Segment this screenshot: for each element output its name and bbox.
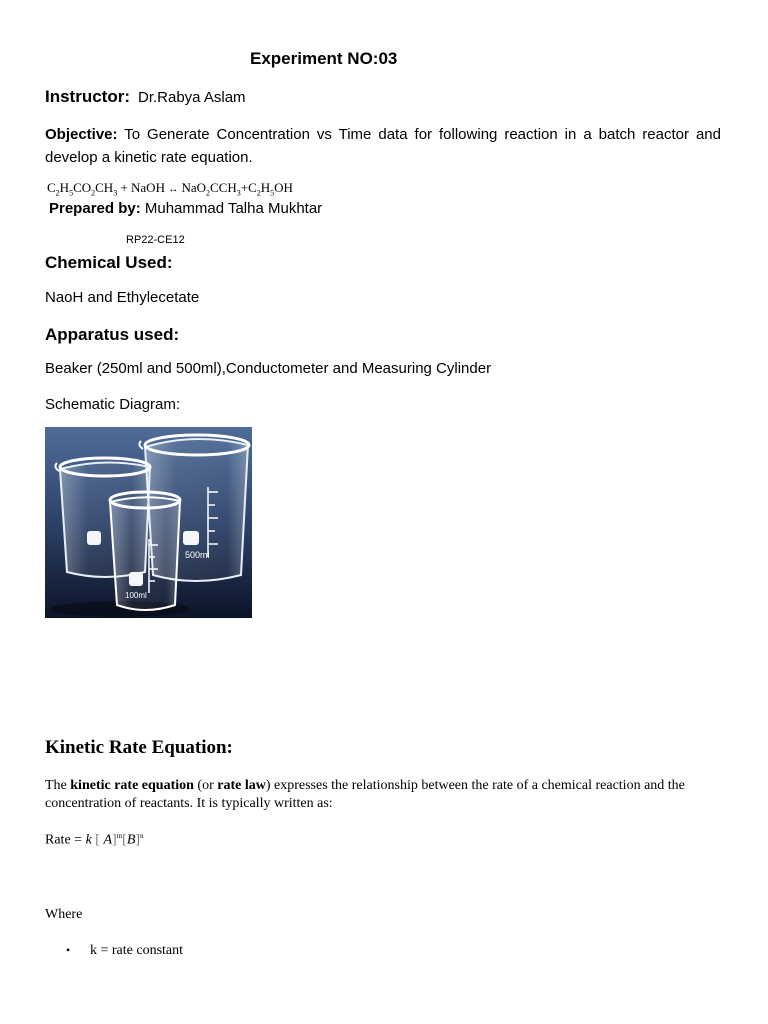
desc-text: ) expresses the relationship between the rate of a chemical reaction and the concentration of reactants. It is typically written as: <box>45 778 685 811</box>
reaction-part: +C <box>240 180 257 195</box>
kinetic-description <box>45 777 721 813</box>
equilibrium-arrow-icon: ↔ <box>168 184 179 195</box>
reaction-part: CH <box>95 180 114 195</box>
reaction-subscript: 3 <box>113 188 118 198</box>
rate-order-n: n <box>140 832 144 840</box>
objective-label: Objective: <box>45 126 118 143</box>
rate-reactant-b: B <box>126 832 136 848</box>
chemical-used-heading: Chemical Used: <box>45 253 173 272</box>
reaction-subscript: 3 <box>236 188 241 198</box>
rate-constant-symbol: k <box>85 832 92 848</box>
reaction-part: H <box>59 180 70 195</box>
apparatus-used-text: Beaker (250ml and 500ml),Conductometer and Measuring Cylinder <box>45 360 492 377</box>
prepared-by-name: Muhammad Talha Mukhtar <box>140 200 323 217</box>
list-item <box>66 943 183 959</box>
reaction-subscript: 5 <box>69 188 74 198</box>
reaction-part: C <box>47 180 56 195</box>
reaction-subscript: 2 <box>91 188 96 198</box>
where-label: Where <box>45 907 83 922</box>
apparatus-used-heading: Apparatus used: <box>45 325 180 344</box>
chemical-used-text: NaoH and Ethylecetate <box>45 289 200 306</box>
instructor-line <box>45 87 246 107</box>
desc-text: (or <box>193 778 218 793</box>
reaction-part: + NaOH <box>117 180 169 195</box>
objective-text: To Generate Concentration vs Time data for following reaction in a batch reactor and develop a kinetic rate equation. <box>45 126 721 166</box>
rate-equation: Rate = k [ $A]^m[B]^n$ <box>45 832 144 848</box>
instructor-name: Dr.Rabya Aslam <box>138 89 246 106</box>
rate-prefix: Rate = <box>45 832 86 848</box>
desc-term-kinetic-rate-equation: kinetic rate equation <box>70 778 194 793</box>
instructor-label: Instructor: <box>45 87 130 106</box>
small-beaker-icon <box>110 492 180 610</box>
reaction-part: CCH <box>210 180 237 195</box>
reaction-subscript: 2 <box>256 188 261 198</box>
reaction-subscript: 5 <box>270 188 275 198</box>
reaction-equation <box>47 180 293 198</box>
page-title: Experiment NO:03 <box>250 49 398 68</box>
prepared-by-label: Prepared by: <box>49 200 141 217</box>
prepared-by-line <box>49 200 322 217</box>
small-beaker-label: 100ml <box>125 591 147 600</box>
rate-reactant-a: A <box>103 832 113 848</box>
large-beaker-label: 500ml <box>185 550 210 560</box>
desc-term-rate-law: rate law <box>217 778 266 793</box>
reaction-subscript: 2 <box>206 188 211 198</box>
schematic-diagram-label: Schematic Diagram: <box>45 396 181 413</box>
rate-order-m: m <box>116 832 123 840</box>
reaction-part: OH <box>274 180 293 195</box>
bullet-icon: • <box>66 943 71 957</box>
reaction-subscript: 2 <box>55 188 60 198</box>
reaction-part: H <box>260 180 271 195</box>
reaction-part: NaO <box>178 180 207 195</box>
beakers-photo <box>45 427 252 618</box>
kinetic-rate-heading: Kinetic Rate Equation: <box>45 737 233 758</box>
desc-text: The <box>45 778 71 793</box>
objective-paragraph <box>45 123 721 169</box>
bullet-text: k = rate constant <box>90 943 184 958</box>
registration-number: RP22-CE12 <box>126 234 185 246</box>
reaction-part: CO <box>73 180 92 195</box>
